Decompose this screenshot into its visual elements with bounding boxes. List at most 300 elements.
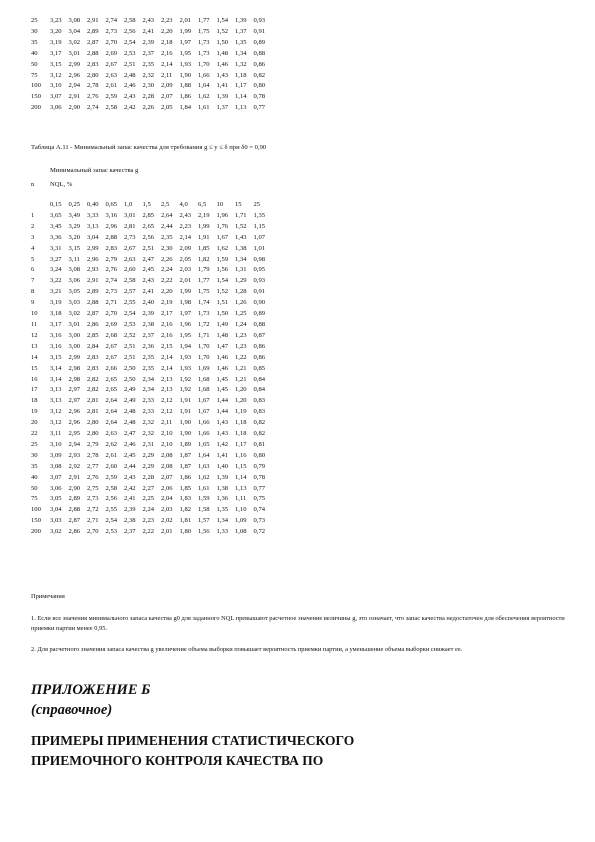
value-cell: 2,89 [87, 27, 99, 35]
value-cell: 3,20 [50, 27, 62, 35]
value-cell: 2,97 [68, 386, 81, 394]
value-cell: 1,75 [198, 288, 210, 296]
value-cell: 2,50 [124, 375, 136, 383]
table-row [31, 462, 272, 473]
value-cell: 2,09 [179, 244, 192, 252]
value-cell: 1,18 [235, 430, 247, 438]
column-header-nql: 10 [216, 201, 224, 208]
value-cell: 1,88 [179, 82, 192, 90]
value-cell: 2,98 [68, 364, 81, 372]
value-cell: 3,29 [68, 222, 81, 230]
value-cell: 1,40 [216, 462, 229, 470]
value-cell: 2,29 [142, 462, 155, 470]
value-cell: 1,43 [216, 71, 229, 79]
value-cell: 2,45 [142, 266, 155, 274]
value-cell: 2,23 [142, 517, 155, 525]
value-cell: 1,64 [198, 451, 210, 459]
value-cell: 0,84 [253, 375, 266, 383]
value-cell: 1,37 [235, 27, 247, 35]
column-header-nql: 0,65 [105, 201, 118, 208]
table-row [31, 527, 272, 538]
value-cell: 3,03 [68, 299, 81, 307]
table-row [31, 276, 272, 287]
value-cell: 2,35 [161, 233, 173, 241]
value-cell: 1,52 [235, 222, 247, 230]
row-n-cell: 5 [31, 255, 35, 263]
row-n-cell: 22 [31, 430, 38, 438]
value-cell: 2,87 [87, 38, 99, 46]
table-row [31, 375, 272, 386]
column-header-nql: 0,15 [50, 201, 62, 208]
row-n-cell: 17 [31, 386, 38, 394]
value-cell: 2,96 [87, 255, 99, 263]
value-cell: 1,44 [216, 408, 229, 416]
table-row [31, 244, 272, 255]
value-cell: 2,31 [142, 440, 155, 448]
row-n-cell: 7 [31, 277, 35, 285]
value-cell: 2,51 [124, 353, 136, 361]
value-cell: 1,67 [198, 397, 210, 405]
value-cell: 2,55 [105, 506, 118, 514]
value-cell: 3,08 [68, 17, 81, 24]
value-cell: 2,44 [161, 222, 173, 230]
value-cell: 2,90 [68, 104, 81, 112]
value-cell: 2,65 [105, 375, 118, 383]
value-cell: 1,17 [235, 440, 247, 448]
value-cell: 2,81 [87, 397, 99, 405]
value-cell: 1,48 [216, 331, 229, 339]
table-row [31, 309, 272, 320]
value-cell: 1,93 [179, 60, 192, 68]
value-cell: 3,01 [68, 320, 81, 328]
value-cell: 2,73 [87, 495, 99, 503]
value-cell: 2,85 [142, 211, 155, 219]
table-row [31, 516, 272, 527]
table-row [31, 396, 272, 407]
value-cell: 1,62 [216, 244, 229, 252]
table-row [31, 418, 272, 429]
value-cell: 2,06 [161, 484, 173, 492]
value-cell: 2,47 [124, 430, 136, 438]
value-cell: 2,70 [87, 528, 99, 536]
value-cell: 2,76 [105, 266, 118, 274]
value-cell: 1,59 [216, 255, 229, 263]
value-cell: 1,36 [216, 495, 229, 503]
value-cell: 2,11 [161, 419, 173, 427]
table-row [31, 473, 272, 484]
value-cell: 3,21 [50, 288, 62, 296]
value-cell: 3,05 [50, 495, 62, 503]
value-cell: 1,21 [235, 375, 247, 383]
value-cell: 2,70 [105, 38, 118, 46]
value-cell: 3,16 [50, 331, 62, 339]
value-cell: 2,89 [68, 495, 81, 503]
value-cell: 2,60 [124, 266, 136, 274]
value-cell: 2,30 [142, 82, 155, 90]
row-n-cell: 20 [31, 419, 38, 427]
value-cell: 1,93 [179, 353, 192, 361]
value-cell: 2,83 [87, 364, 99, 372]
row-n-cell: 35 [31, 462, 38, 470]
value-cell: 3,01 [68, 49, 81, 57]
value-cell: 1,93 [179, 364, 192, 372]
value-cell: 3,15 [68, 244, 81, 252]
table-row [31, 49, 272, 60]
row-n-cell: 16 [31, 375, 38, 383]
value-cell: 1,45 [216, 386, 229, 394]
value-cell: 2,32 [142, 419, 155, 427]
value-cell: 0,88 [253, 49, 266, 57]
value-cell: 0,95 [253, 266, 266, 274]
value-cell: 3,08 [50, 462, 62, 470]
value-cell: 2,87 [68, 517, 81, 525]
value-cell: 0,93 [253, 277, 266, 285]
value-cell: 2,43 [124, 473, 136, 481]
value-cell: 1,99 [198, 222, 210, 230]
value-cell: 1,28 [235, 288, 247, 296]
value-cell: 3,13 [50, 397, 62, 405]
value-cell: 3,31 [50, 244, 62, 252]
value-cell: 1,73 [198, 38, 210, 46]
value-cell: 2,96 [68, 419, 81, 427]
column-header-nql: 4,0 [179, 201, 188, 208]
value-cell: 3,65 [50, 211, 62, 219]
value-cell: 2,73 [124, 233, 136, 241]
value-cell: 2,20 [161, 27, 173, 35]
value-cell: 1,10 [235, 506, 247, 514]
table-row [31, 440, 272, 451]
value-cell: 0,87 [253, 331, 266, 339]
row-n-cell: 40 [31, 473, 38, 481]
value-cell: 1,32 [235, 60, 247, 68]
value-cell: 2,36 [142, 342, 155, 350]
section-title-line-2: ПРИЕМОЧНОГО КОНТРОЛЯ КАЧЕСТВА ПО [31, 753, 324, 768]
value-cell: 3,04 [87, 233, 99, 241]
value-cell: 1,50 [216, 310, 229, 318]
value-cell: 1,85 [179, 484, 192, 492]
value-cell: 3,15 [50, 353, 62, 361]
value-cell: 1,39 [235, 17, 247, 24]
value-cell: 1,87 [179, 451, 192, 459]
value-cell: 2,23 [161, 17, 173, 24]
value-cell: 2,35 [142, 364, 155, 372]
value-cell: 1,49 [216, 320, 229, 328]
table-row [31, 298, 272, 309]
value-cell: 0,98 [253, 255, 266, 263]
value-cell: 3,12 [50, 419, 62, 427]
value-cell: 2,71 [87, 517, 99, 525]
value-cell: 1,91 [179, 408, 192, 416]
value-cell: 1,31 [235, 266, 247, 274]
row-n-cell: 10 [31, 310, 38, 318]
value-cell: 2,83 [105, 244, 118, 252]
value-cell: 2,58 [124, 17, 136, 24]
value-cell: 1,83 [179, 495, 192, 503]
value-cell: 1,51 [216, 299, 229, 307]
table-row [31, 27, 272, 38]
value-cell: 1,45 [216, 375, 229, 383]
value-cell: 2,61 [105, 451, 118, 459]
value-cell: 1,15 [253, 222, 266, 230]
value-cell: 1,48 [216, 49, 229, 57]
value-cell: 1,54 [216, 277, 229, 285]
value-cell: 2,56 [105, 495, 118, 503]
value-cell: 1,90 [179, 419, 192, 427]
value-cell: 3,01 [124, 211, 136, 219]
value-cell: 0,93 [253, 17, 266, 24]
value-cell: 2,99 [87, 244, 99, 252]
value-cell: 2,13 [161, 375, 173, 383]
value-cell: 2,40 [142, 299, 155, 307]
value-cell: 2,16 [161, 331, 173, 339]
value-cell: 1,19 [235, 408, 247, 416]
value-cell: 0,78 [253, 93, 266, 101]
value-cell: 1,38 [235, 244, 247, 252]
value-cell: 2,67 [105, 342, 118, 350]
value-cell: 2,41 [142, 288, 155, 296]
column-header-nql: 1,0 [124, 201, 133, 208]
value-cell: 3,22 [50, 277, 62, 285]
value-cell: 2,82 [87, 375, 99, 383]
value-cell: 3,11 [50, 430, 62, 438]
value-cell: 2,45 [124, 451, 136, 459]
value-cell: 2,78 [87, 451, 99, 459]
value-cell: 1,18 [235, 419, 247, 427]
value-cell: 1,77 [198, 17, 210, 24]
value-cell: 1,80 [179, 528, 192, 536]
notes-heading: Примечания [31, 593, 65, 600]
value-cell: 2,64 [105, 419, 118, 427]
header-n-spacer [31, 200, 50, 211]
value-cell: 1,34 [235, 49, 247, 57]
table-row [31, 451, 272, 462]
value-cell: 3,10 [50, 440, 62, 448]
value-cell: 1,95 [179, 49, 192, 57]
value-cell: 2,64 [161, 211, 173, 219]
value-cell: 1,37 [216, 104, 229, 112]
value-cell: 1,61 [198, 484, 210, 492]
value-cell: 2,24 [142, 506, 155, 514]
value-cell: 2,25 [142, 495, 155, 503]
row-n-cell: 4 [31, 244, 35, 252]
value-cell: 1,14 [235, 93, 247, 101]
value-cell: 2,47 [142, 255, 155, 263]
row-n-cell: 75 [31, 495, 38, 503]
table-row [31, 71, 272, 82]
value-cell: 2,75 [87, 484, 99, 492]
value-cell: 2,74 [105, 277, 118, 285]
value-cell: 1,16 [235, 451, 247, 459]
value-cell: 3,14 [50, 375, 62, 383]
column-header-nql: 6,5 [198, 201, 207, 208]
value-cell: 3,13 [50, 386, 62, 394]
value-cell: 1,52 [216, 288, 229, 296]
value-cell: 2,79 [105, 255, 118, 263]
value-cell: 2,78 [87, 82, 99, 90]
value-cell: 0,86 [253, 60, 266, 68]
value-cell: 1,23 [235, 331, 247, 339]
value-cell: 1,90 [179, 71, 192, 79]
value-cell: 1,99 [179, 288, 192, 296]
value-cell: 1,74 [198, 299, 210, 307]
table-row [31, 429, 272, 440]
value-cell: 2,46 [124, 82, 136, 90]
value-cell: 2,15 [161, 342, 173, 350]
value-cell: 0,80 [253, 82, 266, 90]
value-cell: 1,95 [179, 331, 192, 339]
value-cell: 1,96 [216, 211, 229, 219]
value-cell: 1,91 [198, 233, 210, 241]
value-cell: 0,89 [253, 38, 266, 46]
value-cell: 2,04 [161, 495, 173, 503]
value-cell: 0,89 [253, 310, 266, 318]
row-n-cell: 9 [31, 299, 35, 307]
value-cell: 2,41 [124, 495, 136, 503]
value-cell: 1,42 [216, 440, 229, 448]
column-header-nql: 0,25 [68, 201, 81, 208]
value-cell: 3,19 [50, 38, 62, 46]
value-cell: 1,20 [235, 397, 247, 405]
value-cell: 1,17 [235, 82, 247, 90]
value-cell: 2,53 [124, 49, 136, 57]
value-cell: 1,86 [179, 473, 192, 481]
value-cell: 2,52 [124, 331, 136, 339]
value-cell: 1,21 [235, 364, 247, 372]
value-cell: 1,90 [179, 430, 192, 438]
value-cell: 2,42 [124, 104, 136, 112]
value-cell: 0,83 [253, 397, 266, 405]
value-cell: 2,12 [161, 397, 173, 405]
value-cell: 1,92 [179, 375, 192, 383]
column-header-nql: 15 [235, 201, 242, 208]
value-cell: 1,22 [235, 353, 247, 361]
value-cell: 1,82 [179, 506, 192, 514]
value-cell: 2,62 [105, 440, 118, 448]
value-cell: 1,57 [198, 517, 210, 525]
value-cell: 3,13 [87, 222, 99, 230]
table-row [31, 60, 272, 71]
value-cell: 2,74 [87, 104, 99, 112]
value-cell: 2,48 [124, 419, 136, 427]
value-cell: 2,94 [68, 440, 81, 448]
value-cell: 0,91 [253, 288, 266, 296]
value-cell: 1,41 [216, 82, 229, 90]
value-cell: 2,77 [87, 462, 99, 470]
value-cell: 2,67 [124, 244, 136, 252]
value-cell: 1,26 [235, 299, 247, 307]
value-cell: 3,03 [50, 517, 62, 525]
row-n-cell: 200 [31, 528, 41, 536]
value-cell: 1,41 [216, 451, 229, 459]
value-cell: 2,58 [124, 277, 136, 285]
value-cell: 1,72 [198, 320, 210, 328]
value-cell: 2,59 [105, 93, 118, 101]
value-cell: 2,37 [142, 49, 155, 57]
value-cell: 2,60 [105, 462, 118, 470]
value-cell: 2,71 [105, 299, 118, 307]
value-cell: 1,43 [235, 233, 247, 241]
value-cell: 2,51 [124, 342, 136, 350]
value-cell: 1,43 [216, 430, 229, 438]
value-cell: 2,73 [105, 27, 118, 35]
table-row [31, 505, 272, 516]
value-cell: 2,59 [105, 473, 118, 481]
value-cell: 2,26 [161, 255, 173, 263]
table-row [31, 16, 272, 27]
value-cell: 1,85 [198, 244, 210, 252]
row-n-cell: 25 [31, 17, 38, 24]
value-cell: 3,08 [68, 266, 81, 274]
value-cell: 2,65 [142, 222, 155, 230]
value-cell: 1,66 [198, 430, 210, 438]
value-cell: 2,64 [105, 397, 118, 405]
value-cell: 1,52 [216, 27, 229, 35]
value-cell: 2,88 [87, 49, 99, 57]
value-cell: 1,98 [179, 299, 192, 307]
value-cell: 2,80 [87, 419, 99, 427]
value-cell: 0,80 [253, 451, 266, 459]
value-cell: 3,00 [68, 331, 81, 339]
row-n-cell: 30 [31, 451, 38, 459]
value-cell: 3,16 [50, 342, 62, 350]
value-cell: 0,86 [253, 342, 266, 350]
value-cell: 0,91 [253, 27, 266, 35]
table-row [31, 364, 272, 375]
value-cell: 2,33 [142, 397, 155, 405]
row-n-cell: 1 [31, 211, 35, 219]
value-cell: 1,99 [179, 27, 192, 35]
value-cell: 1,66 [198, 419, 210, 427]
table-header-n: n [31, 181, 35, 188]
value-cell: 2,70 [105, 310, 118, 318]
value-cell: 2,80 [87, 71, 99, 79]
value-cell: 3,06 [50, 484, 62, 492]
value-cell: 3,09 [50, 451, 62, 459]
value-cell: 2,35 [142, 60, 155, 68]
value-cell: 2,74 [105, 17, 118, 24]
value-cell: 2,39 [124, 506, 136, 514]
value-cell: 2,69 [105, 49, 118, 57]
value-cell: 1,94 [179, 342, 192, 350]
value-cell: 2,66 [105, 364, 118, 372]
value-cell: 2,46 [124, 440, 136, 448]
value-cell: 3,07 [50, 473, 62, 481]
table-header-nql: NQL, % [50, 181, 73, 188]
table-row [31, 385, 272, 396]
value-cell: 0,88 [253, 320, 266, 328]
value-cell: 2,07 [161, 93, 173, 101]
value-cell: 2,43 [124, 93, 136, 101]
table-row [31, 233, 272, 244]
value-cell: 2,61 [105, 82, 118, 90]
value-cell: 1,62 [198, 473, 210, 481]
column-header-nql: 1,5 [142, 201, 151, 208]
value-cell: 1,68 [198, 375, 210, 383]
value-cell: 1,66 [198, 71, 210, 79]
value-cell: 2,19 [198, 211, 210, 219]
value-cell: 2,34 [142, 375, 155, 383]
value-cell: 3,02 [50, 528, 62, 536]
value-cell: 3,23 [50, 17, 62, 24]
value-cell: 1,39 [216, 93, 229, 101]
value-cell: 2,89 [87, 288, 99, 296]
table-row [31, 211, 272, 222]
value-cell: 2,43 [142, 277, 155, 285]
value-cell: 2,37 [124, 528, 136, 536]
value-cell: 3,17 [50, 320, 62, 328]
note-1: 1. Если все значения минимального запаса качества g0 для заданного NQL превышают расчетное значение величины g, это означает, что запас качества недостаточен для обеспечения вероятности приемки партии менее 0,95. [31, 615, 565, 632]
value-cell: 2,48 [124, 408, 136, 416]
